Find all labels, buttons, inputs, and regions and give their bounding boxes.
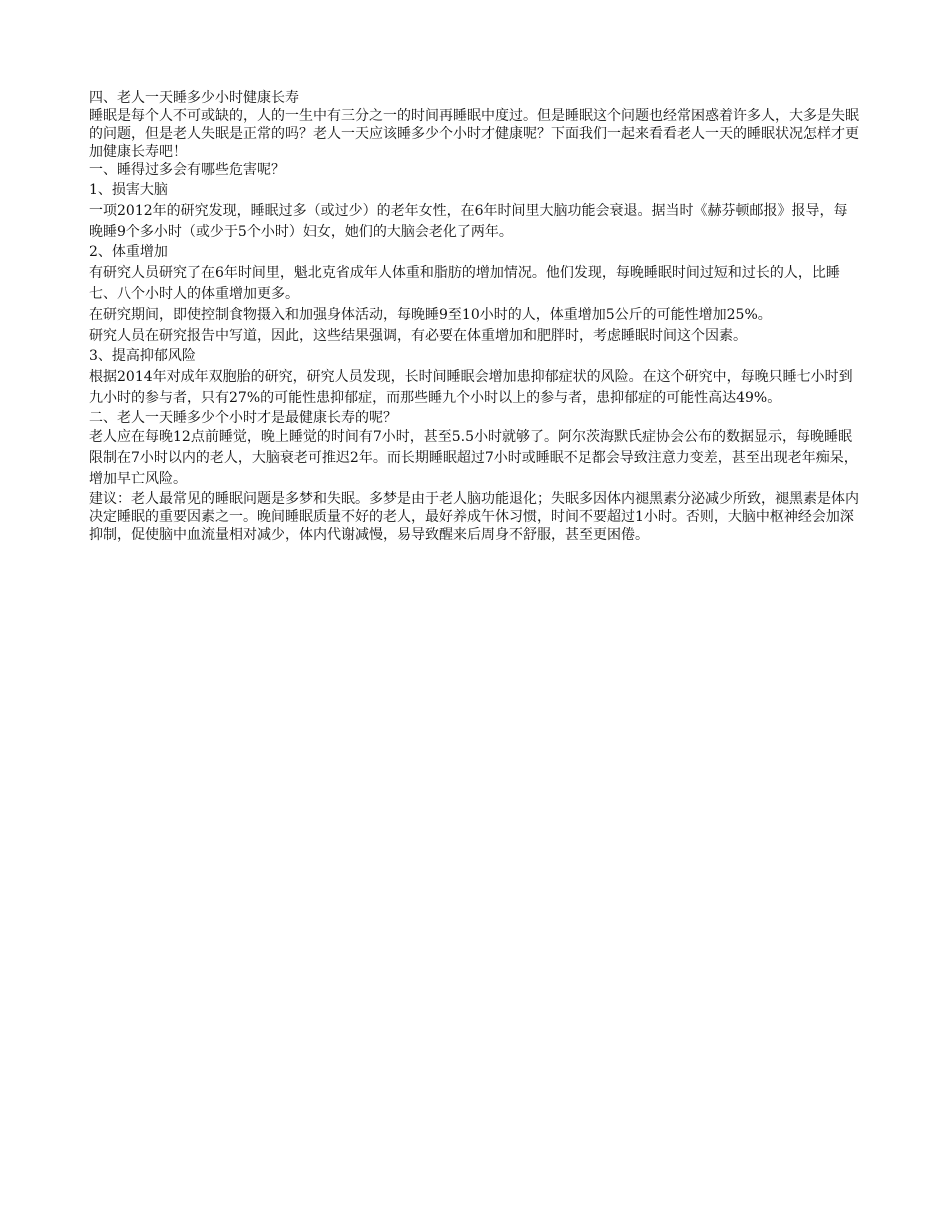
s1-item2-paragraph-2: 在研究期间，即使控制食物摄入和加强身体活动，每晚睡9至10小时的人，体重增加5公斤的可能性增加25%。 — [89, 307, 772, 323]
s1-item3-paragraph: 根据2014年对成年双胞胎的研究，研究人员发现，长时间睡眠会增加患抑郁症状的风险。在这个研究中，每晚只睡七小时到九小时的参与者，只有27%的可能性患抑郁症，而那些睡九个小时以上的参与者，患抑郁症的可能性高达49%。 — [89, 369, 853, 406]
s1-item2-paragraph-3: 研究人员在研究报告中写道，因此，这些结果强调，有必要在体重增加和肥胖时，考虑睡眠时间这个因素。 — [89, 328, 747, 344]
s1-item2-heading: 2、体重增加 — [89, 244, 168, 260]
s1-item2-paragraph-1: 有研究人员研究了在6年时间里，魁北克省成年人体重和脂肪的增加情况。他们发现，每晚睡眠时间过短和过长的人，比睡七、八个小时人的体重增加更多。 — [89, 265, 840, 302]
section-1-heading: 一、睡得过多会有哪些危害呢？ — [89, 162, 285, 178]
s1-item1-paragraph: 一项2012年的研究发现，睡眠过多（或过少）的老年女性，在6年时间里大脑功能会衰退。据当时《赫芬顿邮报》报导，每晚睡9个多小时（或少于5个小时）妇女，她们的大脑会老化了两年。 — [89, 203, 848, 240]
s1-item3-heading: 3、提高抑郁风险 — [89, 348, 196, 364]
section-2-heading: 二、老人一天睡多少个小时才是最健康长寿的呢？ — [89, 410, 397, 426]
s2-paragraph-1: 老人应在每晚12点前睡觉，晚上睡觉的时间有7小时，甚至5.5小时就够了。阿尔茨海默氏症协会公布的数据显示，每晚睡眠限制在7小时以内的老人，大脑衰老可推迟2年。而长期睡眠超过7小时或睡眠不足都会导致注意力变差，甚至出现老年痴呆，增加早亡风险。 — [89, 429, 858, 487]
document-page — [89, 89, 861, 544]
s1-item1-heading: 1、损害大脑 — [89, 182, 168, 198]
intro-paragraph: 睡眠是每个人不可或缺的，人的一生中有三分之一的时间再睡眠中度过。但是睡眠这个问题也经常困惑着许多人，大多是失眠的问题，但是老人失眠是正常的吗？老人一天应该睡多少个小时才健康呢？下面我们一起来看看老人一天的睡眠状况怎样才更加健康长寿吧！ — [89, 108, 859, 160]
s2-paragraph-2: 建议：老人最常见的睡眠问题是多梦和失眠。多梦是由于老人脑功能退化；失眠多因体内褪黑素分泌减少所致，褪黑素是体内决定睡眠的重要因素之一。晚间睡眠质量不好的老人，最好养成午休习惯，时间不要超过1小时。否则，大脑中枢神经会加深抑制，促使脑中血流量相对减少，体内代谢减慢，易导致醒来后周身不舒服，甚至更困倦。 — [89, 491, 859, 543]
article-title: 四、老人一天睡多少小时健康长寿 — [89, 90, 299, 106]
